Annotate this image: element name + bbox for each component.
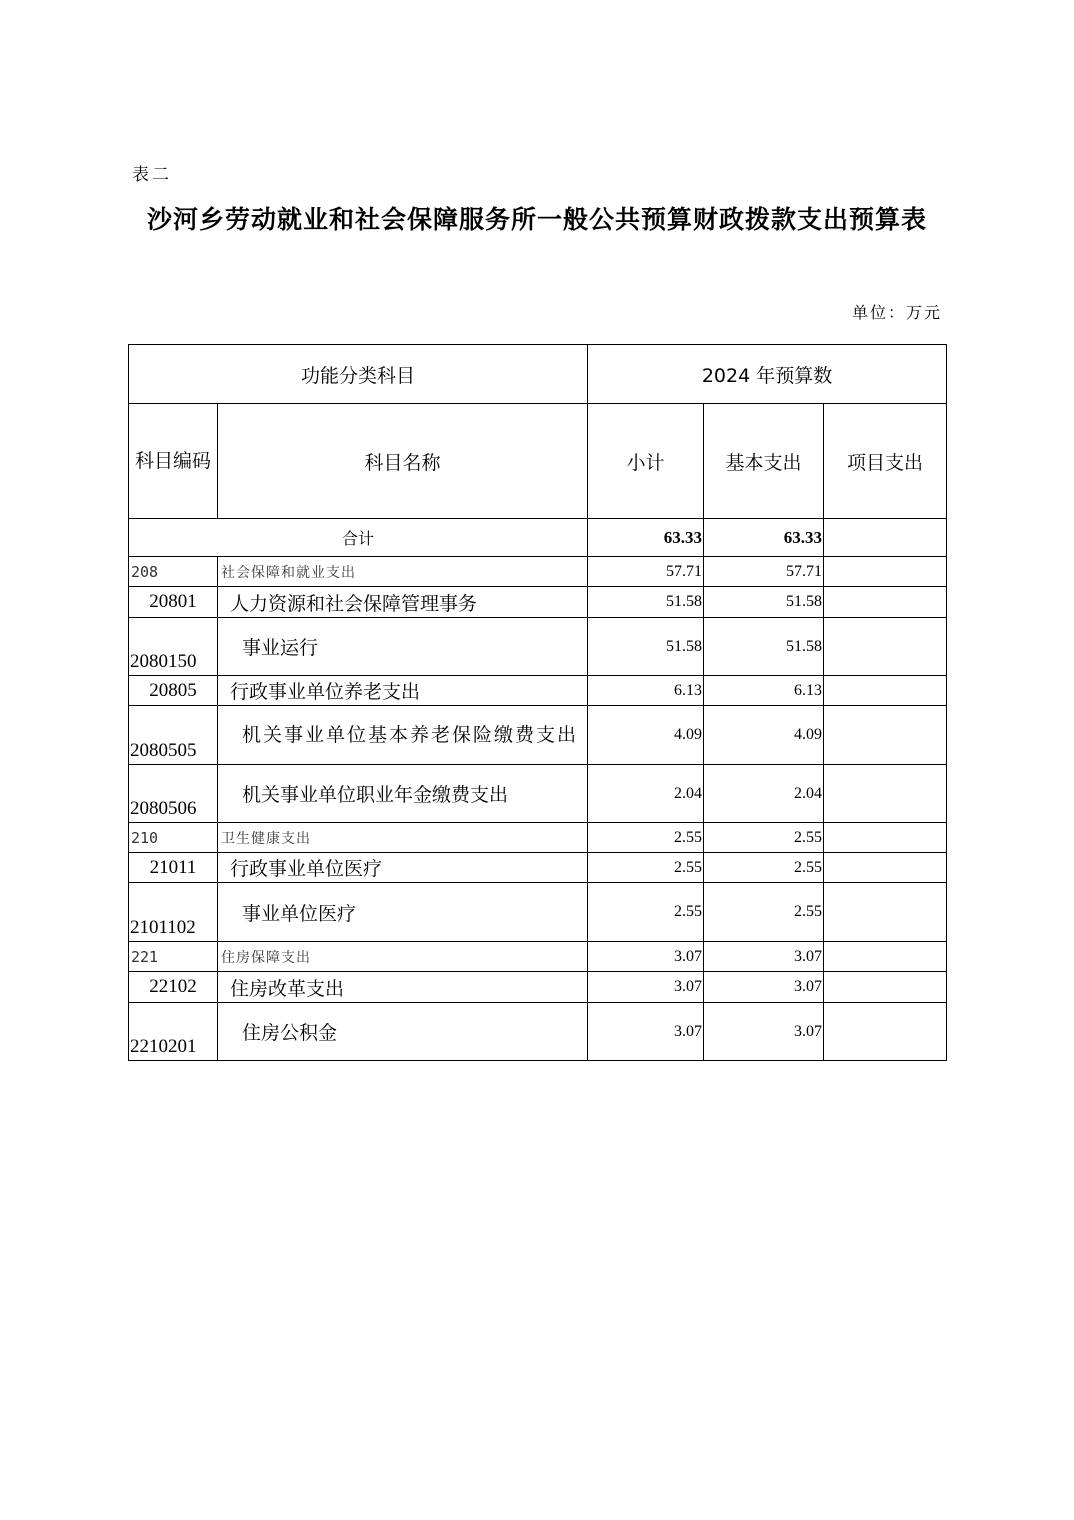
table-row bbox=[129, 972, 947, 1003]
row-name: 机关事业单位职业年金缴费支出 bbox=[218, 765, 588, 823]
row-project bbox=[824, 883, 947, 942]
table-row bbox=[129, 823, 947, 853]
unit-label: 单位：万元 bbox=[851, 303, 942, 322]
table-row bbox=[129, 883, 947, 942]
col-header-subtotal: 小计 bbox=[588, 404, 704, 519]
row-basic: 51.58 bbox=[704, 587, 824, 618]
row-code: 2101102 bbox=[129, 883, 218, 942]
table-row bbox=[129, 587, 947, 618]
row-subtotal: 4.09 bbox=[588, 706, 704, 765]
total-subtotal: 63.33 bbox=[588, 519, 704, 557]
row-basic: 6.13 bbox=[704, 676, 824, 706]
row-project bbox=[824, 557, 947, 587]
table-row bbox=[129, 765, 947, 823]
row-basic: 3.07 bbox=[704, 1003, 824, 1061]
row-project bbox=[824, 853, 947, 883]
row-basic: 4.09 bbox=[704, 706, 824, 765]
row-code: 221 bbox=[129, 942, 218, 972]
row-basic: 57.71 bbox=[704, 557, 824, 587]
row-basic: 51.58 bbox=[704, 618, 824, 676]
row-basic: 3.07 bbox=[704, 942, 824, 972]
row-name: 行政事业单位医疗 bbox=[218, 853, 588, 883]
row-basic: 3.07 bbox=[704, 972, 824, 1003]
col-group-budget-2024: 2024 年预算数 bbox=[588, 345, 947, 404]
row-name: 卫生健康支出 bbox=[218, 823, 588, 853]
row-name: 住房保障支出 bbox=[218, 942, 588, 972]
table-number-label: 表二 bbox=[132, 165, 172, 185]
row-subtotal: 2.55 bbox=[588, 823, 704, 853]
row-name: 人力资源和社会保障管理事务 bbox=[218, 587, 588, 618]
table-row bbox=[129, 1003, 947, 1061]
row-subtotal: 3.07 bbox=[588, 972, 704, 1003]
row-code: 20801 bbox=[129, 587, 218, 618]
table-row bbox=[129, 618, 947, 676]
row-subtotal: 3.07 bbox=[588, 942, 704, 972]
row-code: 21011 bbox=[129, 853, 218, 883]
row-name: 住房公积金 bbox=[218, 1003, 588, 1061]
col-group-functional-classification: 功能分类科目 bbox=[129, 345, 588, 404]
col-header-basic: 基本支出 bbox=[704, 404, 824, 519]
table-row bbox=[129, 557, 947, 587]
total-basic: 63.33 bbox=[704, 519, 824, 557]
row-project bbox=[824, 942, 947, 972]
row-code: 208 bbox=[129, 557, 218, 587]
table-row bbox=[129, 676, 947, 706]
table-row bbox=[129, 706, 947, 765]
row-code: 2080506 bbox=[129, 765, 218, 823]
col-header-project: 项目支出 bbox=[824, 404, 947, 519]
row-project bbox=[824, 1003, 947, 1061]
row-code: 2080150 bbox=[129, 618, 218, 676]
table-row bbox=[129, 853, 947, 883]
col-header-name: 科目名称 bbox=[218, 404, 588, 519]
row-project bbox=[824, 676, 947, 706]
row-name: 行政事业单位养老支出 bbox=[218, 676, 588, 706]
row-name: 事业运行 bbox=[218, 618, 588, 676]
row-code: 2210201 bbox=[129, 1003, 218, 1061]
total-label: 合计 bbox=[129, 519, 588, 557]
row-project bbox=[824, 823, 947, 853]
row-code: 22102 bbox=[129, 972, 218, 1003]
row-subtotal: 51.58 bbox=[588, 618, 704, 676]
row-subtotal: 2.55 bbox=[588, 883, 704, 942]
row-code: 20805 bbox=[129, 676, 218, 706]
row-code: 2080505 bbox=[129, 706, 218, 765]
row-subtotal: 2.55 bbox=[588, 853, 704, 883]
row-subtotal: 2.04 bbox=[588, 765, 704, 823]
row-name: 机关事业单位基本养老保险缴费支出 bbox=[218, 706, 588, 765]
col-header-code: 科目编码 bbox=[129, 404, 218, 519]
row-project bbox=[824, 972, 947, 1003]
row-project bbox=[824, 765, 947, 823]
table-row bbox=[129, 942, 947, 972]
row-name: 事业单位医疗 bbox=[218, 883, 588, 942]
row-name: 住房改革支出 bbox=[218, 972, 588, 1003]
row-basic: 2.55 bbox=[704, 853, 824, 883]
header-row-group bbox=[129, 345, 947, 404]
row-project bbox=[824, 706, 947, 765]
row-subtotal: 51.58 bbox=[588, 587, 704, 618]
row-subtotal: 57.71 bbox=[588, 557, 704, 587]
document-title: 沙河乡劳动就业和社会保障服务所一般公共预算财政拨款支出预算表 bbox=[146, 205, 927, 234]
header-row-columns bbox=[129, 404, 947, 519]
row-basic: 2.55 bbox=[704, 883, 824, 942]
budget-table bbox=[128, 344, 947, 1061]
row-subtotal: 6.13 bbox=[588, 676, 704, 706]
row-code: 210 bbox=[129, 823, 218, 853]
row-basic: 2.55 bbox=[704, 823, 824, 853]
row-project bbox=[824, 587, 947, 618]
row-name: 社会保障和就业支出 bbox=[218, 557, 588, 587]
total-project bbox=[824, 519, 947, 557]
row-project bbox=[824, 618, 947, 676]
row-basic: 2.04 bbox=[704, 765, 824, 823]
total-row bbox=[129, 519, 947, 557]
row-subtotal: 3.07 bbox=[588, 1003, 704, 1061]
